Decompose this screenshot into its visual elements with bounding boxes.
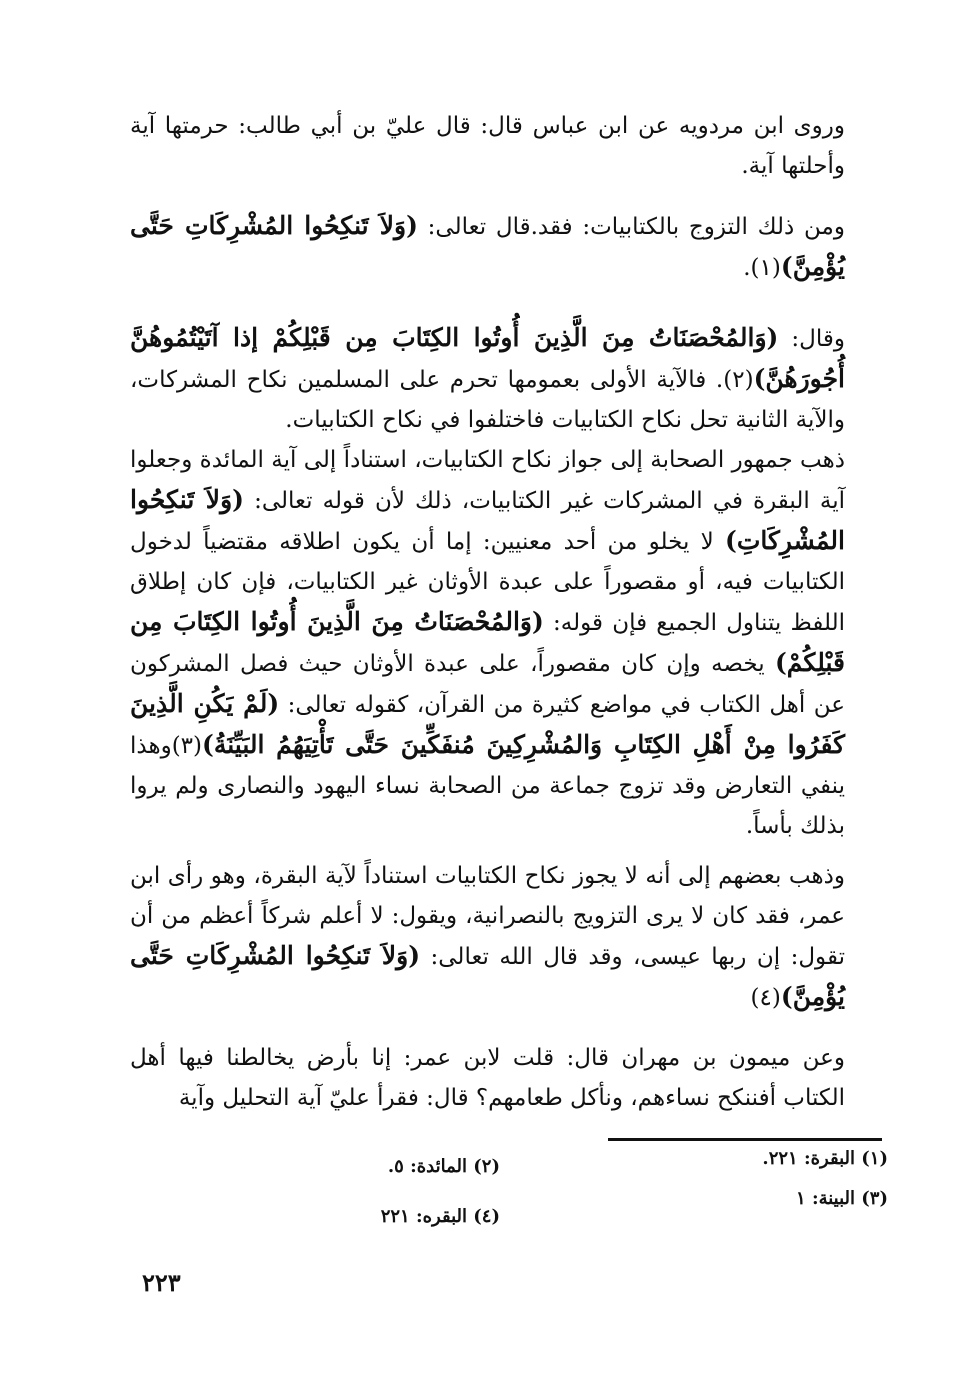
paragraph-2	[130, 206, 845, 288]
paragraph-5	[130, 856, 845, 1018]
paragraph-text: (٢). فالآية الأولى بعمومها تحرم على المسلمين نكاح المشركات، والآية الثانية تحل نكاح الكتابيات فاختلفوا في نكاح الكتابيات.	[130, 367, 845, 433]
paragraph-text: يخصه وإن كان مقصوراً، على عبدة الأوثان حيث فصل المشركون عن أهل الكتاب في مواضع كثيرة من القرآن، كقوله تعالى:	[130, 651, 845, 718]
paragraph-text: وذهب بعضهم إلى أنه لا يجوز نكاح الكتابيات استناداً لآية البقرة، وهو رأى ابن عمر، فقد كان لا يرى التزويج بالنصرانية، ويقول: لا أعلم شركاً أعظم من أن تقول: إن ربها عيسى، وقد قال الله تعالى:	[130, 863, 845, 970]
quran-verse: (وَالمُحْصَنَاتُ مِنَ الَّذِينَ أُوتُوا الكِتَابَ مِن قَبْلِكُمْ)	[130, 607, 845, 677]
paragraph-text: وعن ميمون بن مهران قال: قلت لابن عمر: إنا بأرض يخالطنا فيها أهل الكتاب أفننكح نساءهم، ونأكل طعامهم؟ قال: فقرأ عليّ آية التحليل وآية	[130, 1045, 845, 1111]
footnote-4: (٤) البقره: ٢٢١	[380, 1206, 500, 1227]
paragraph-3	[130, 318, 845, 440]
footnote-3: (٣) البينة: ١	[796, 1188, 888, 1209]
paragraph-1	[130, 106, 845, 186]
quran-verse: (لَمْ يَكُنِ الَّذِينَ كَفَرُوا مِنْ أَهْلِ الكِتَابِ وَالمُشْرِكِينَ مُنفَكِّينَ حَتَّى تَأْتِيَهُمُ البَيِّنَةُ)	[130, 689, 845, 759]
quran-verse: (وَلاَ تَنكِحُوا المُشْرِكَاتِ حَتَّى يُؤْمِنَّ)	[130, 941, 845, 1011]
quran-verse: (وَلاَ تَنكِحُوا المُشْرِكَاتِ حَتَّى يُؤْمِنَّ)	[130, 211, 845, 281]
page-number: ٢٢٣	[142, 1268, 181, 1297]
footnote-ref: (١).	[743, 255, 781, 281]
paragraph-text: ذهب جمهور الصحابة إلى جواز نكاح الكتابيات، استناداً إلى آية المائدة وجعلوا آية البقرة في المشركات غير الكتابيات، ذلك لأن قوله تعالى:	[130, 447, 845, 514]
paragraph-4	[130, 440, 845, 846]
paragraph-text: (٣)وهذا ينفي التعارض وقد تزوج جماعة من الصحابة نساء اليهود والنصارى ولم يروا بذلك بأساً.	[130, 733, 845, 839]
footnote-1: (١) البقرة: ٢٢١.	[762, 1148, 888, 1169]
footnote-2: (٢) المائدة: ٥.	[387, 1156, 500, 1177]
paragraph-text: وروى ابن مردويه عن ابن عباس قال: قال عليّ بن أبي طالب: حرمتها آية وأحلتها آية.	[130, 113, 845, 179]
quran-verse: (وَالمُحْصَنَاتُ مِنَ الَّذِينَ أُوتُوا الكِتَابَ مِن قَبْلِكُمْ إذا آتَيْتُمُوهُنَّ أُجُورَهُنَّ)	[130, 323, 845, 393]
paragraph-text: ومن ذلك التزوج بالكتابيات: فقد.قال تعالى:	[417, 214, 845, 240]
quran-verse: (وَلاَ تَنكِحُوا المُشْرِكَاتِ)	[130, 485, 845, 555]
paragraph-text: لا يخلو من أحد معنيين: إما أن يكون اطلاقه مقتضياً لدخول الكتابيات فيه، أو مقصوراً على عبدة الأوثان غير الكتابيات، فإن كان إطلاق اللفظ يتناول الجميع فإن قوله:	[130, 529, 845, 636]
footnote-ref: (٤)	[750, 985, 781, 1011]
paragraph-6	[130, 1038, 845, 1118]
paragraph-text: وقال:	[778, 326, 845, 352]
footnote-divider	[608, 1138, 882, 1141]
